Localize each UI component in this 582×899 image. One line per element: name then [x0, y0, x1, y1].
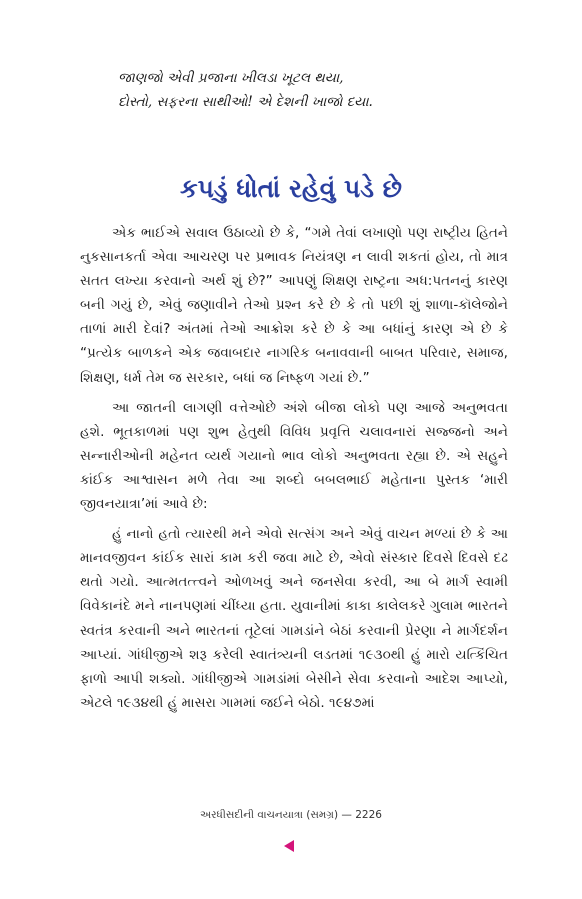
paragraph: આ જાતની લાગણી વત્તેઓછે અંશે બીજા લોકો પણ આજે અનુભવતા હશે. ભૂતકાળમાં પણ શુભ હેતુથી વિવિધ પ્રવૃત્તિ ચલાવનારાં સજ્જનો અને સન્નારીઓની મહેનત વ્યર્થ ગયાનો ભાવ લોકો અનુભવતા રહ્યા છે. એ સહુને કાંઈક આશ્વાસન મળે તેવા આ શબ્દો બબલભાઈ મહેતાના પુસ્તક ‘મારી જીવનયાત્રા’માં આવે છે: [80, 399, 508, 513]
quoted-paragraph: હું નાનો હતો ત્યારથી મને એવો સત્સંગ અને એવું વાચન મળ્યાં છે કે આ માનવજીવન કાંઈક સારાં કામ કરી જવા માટે છે, એવો સંસ્કાર દિવસે દિવસે દઢ થતો ગયો. આત્મતત્ત્વને ઓળખવું અને જનસેવા કરવી, આ બે માર્ગ સ્વામી વિવેકાનંદે મને નાનપણમાં ચીંધ્યા હતા. યુવાનીમાં કાકા કાલેલકરે ગુલામ ભારતને સ્વતંત્ર કરવાની અને ભારતનાં તૂટેલાં ગામડાંને બેઠાં કરવાની પ્રેરણા ને માર્ગદર્શન આપ્યાં. ગાંધીજીએ શરૂ કરેલી સ્વાતંત્ર્યની લડતમાં ૧૯૩૦થી હું મારો યત્કિંચિત ફાળો આપી શક્યો. ગાંધીજીએ ગામડાંમાં બેસીને સેવા કરવાનો આદેશ આપ્યો, એટલે ૧૯૩૪થી હું માસરા ગામમાં જઈને બેઠો. ૧૯૪૭માં [80, 526, 508, 711]
page-footer: અરધીસદીની વાચનયાત્રા (સમગ્ર) — 2226 [200, 809, 382, 821]
verse-line: દોસ્તો, સફરના સાથીઓ! એ દેશની ખાજો દયા. [118, 94, 373, 110]
paragraph: એક ભાઈએ સવાલ ઉઠાવ્યો છે કે, “ગમે તેવાં લખાણો પણ રાષ્ટ્રીય હિતને નુકસાનકર્તા એવા આચરણ પર પ્રભાવક નિયંત્રણ ન લાવી શકતાં હોય, તો માત્ર સતત લખ્યા કરવાનો અર્થ શું છે?” આપણું શિક્ષણ રાષ્ટ્રના અધ:પતનનું કારણ બની ગયું છે, એવું જણાવીને તેઓ પ્રશ્ન કરે છે કે તો પછી શું શાળા-કૉલેજોને તાળાં મારી દેવાં? અંતમાં તેઓ આક્રોશ કરે છે કે આ બધાંનું કારણ એ છે કે “પ્રત્યેક બાળકને એક જવાબદાર નાગરિક બનાવવાની બાબત પરિવાર, સમાજ, શિક્ષણ, ધર્મ તેમ જ સરકાર, બધાં જ નિષ્ફળ ગયાં છે.” [80, 225, 508, 386]
article-body [80, 221, 508, 721]
verse [118, 66, 558, 114]
verse-line: જાણજો એવી પ્રજાના ખીલડા ખૂટલ થયા, [118, 70, 344, 86]
page-title: કપડું ધોતાં રહેવું પડે છે [180, 174, 402, 203]
previous-page-arrow-icon[interactable] [284, 840, 294, 852]
